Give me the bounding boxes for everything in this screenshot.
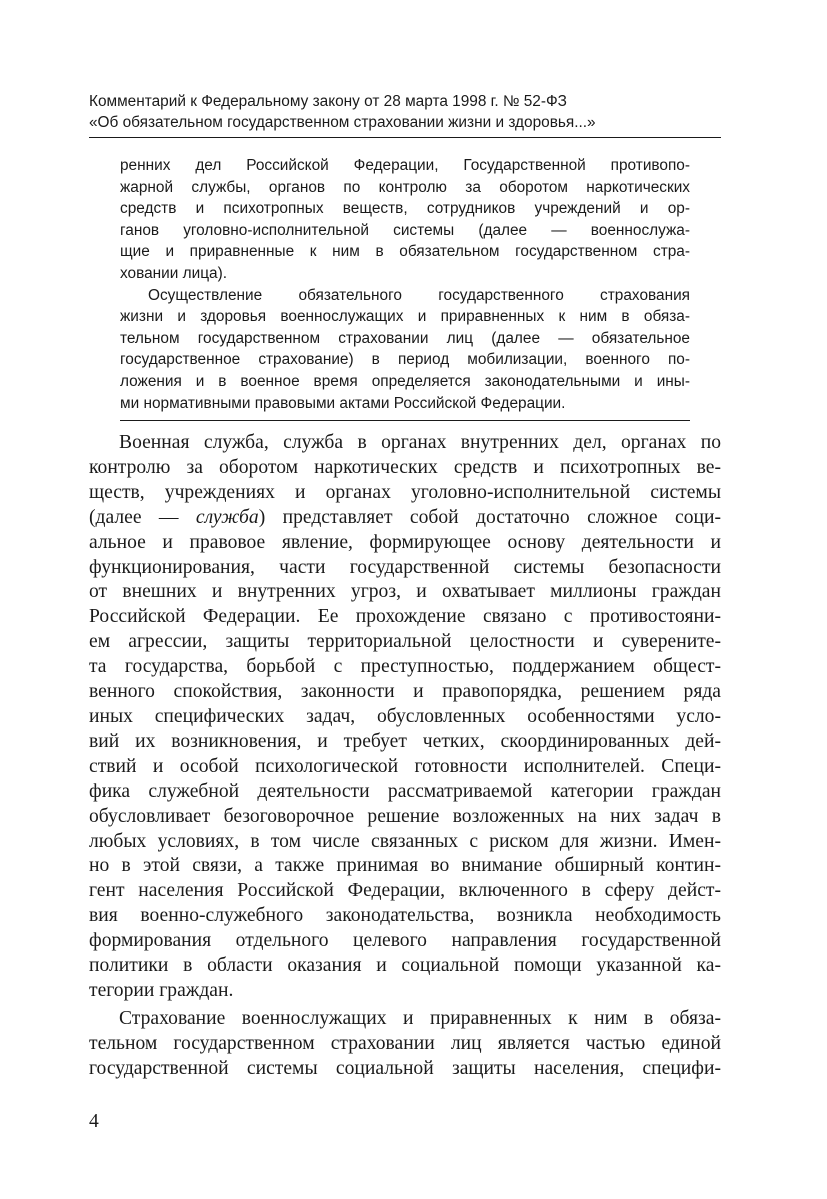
- text-line: тельном государственном страховании лиц является частью единой: [89, 1032, 721, 1054]
- text-line: тегории граждан.: [89, 979, 234, 1001]
- text-line: та государства, борьбой с преступностью, поддержанием общест-: [89, 656, 721, 678]
- text-line: ствий и особой психологической готовности исполнителей. Специ-: [89, 755, 721, 777]
- article-divider: [120, 420, 690, 421]
- text-line: тельном государственном страховании лиц (далее — обязательное: [120, 329, 690, 347]
- running-header: [89, 91, 721, 133]
- text-line: вия военно-служебного законодательства, возникла необходимость: [89, 905, 721, 927]
- text-line: политики в области оказания и социальной помощи указанной ка-: [89, 955, 721, 977]
- text-line: иных специфических задач, обусловленных особенностями усло-: [89, 705, 721, 727]
- running-header-line: «Об обязательном государственном страховании жизни и здоровья...»: [89, 114, 596, 131]
- text-line: венного спокойствия, законности и правопорядка, решением ряда: [89, 681, 721, 703]
- commentary-body: [89, 431, 721, 1082]
- text-fragment: ) представляет собой достаточно сложное соци-: [258, 506, 721, 528]
- text-line: ми нормативными правовыми актами Российской Федерации.: [120, 394, 566, 412]
- text-line: жизни и здоровья военнослужащих и приравненных к ним в обяза-: [120, 308, 690, 326]
- text-line: ложения и в военное время определяется законодательными и ины-: [120, 372, 690, 390]
- text-fragment: (далее —: [89, 506, 196, 528]
- page-number: 4: [89, 1111, 99, 1132]
- text-line: Военная служба, служба в органах внутренних дел, органах по: [119, 432, 721, 453]
- text-line: от внешних и внутренних угроз, и охватывает миллионы граждан: [89, 581, 721, 603]
- header-divider: [89, 137, 721, 138]
- text-line: государственное страхование) в период мобилизации, военного по-: [120, 351, 690, 369]
- text-line: ем агрессии, защиты территориальной целостности и суверените-: [89, 631, 721, 653]
- law-article-excerpt: [120, 155, 690, 414]
- text-line: любых условиях, в том числе связанных с риском для жизни. Имен-: [89, 830, 721, 852]
- text-line: ховании лица).: [120, 264, 227, 282]
- text-line: функционирования, части государственной системы безопасности: [89, 556, 721, 578]
- text-line: ществ, учреждениях и органах уголовно-исполнительной системы: [89, 481, 721, 503]
- text-line: Российской Федерации. Ее прохождение связано с противостояни-: [89, 606, 721, 628]
- text-line: гент населения Российской Федерации, включенного в сферу дейст-: [89, 880, 721, 902]
- text-line: но в этой связи, а также принимая во внимание обширный контин-: [89, 855, 721, 877]
- text-line: государственной системы социальной защиты населения, специфи-: [89, 1057, 721, 1079]
- text-line: средств и психотропных веществ, сотрудников учреждений и ор-: [120, 200, 690, 218]
- text-line: вий их возникновения, и требует четких, скоординированных дей-: [89, 730, 721, 752]
- text-line: обусловливает безоговорочное решение возложенных на них задач в: [89, 805, 721, 827]
- text-line: щие и приравненные к ним в обязательном государственном стра-: [120, 243, 690, 261]
- text-line: ганов уголовно-исполнительной системы (далее — военнослужа-: [120, 221, 690, 239]
- text-line: [89, 506, 721, 531]
- text-line: фика служебной деятельности рассматриваемой категории граждан: [89, 780, 721, 802]
- text-line: альное и правовое явление, формирующее основу деятельности и: [89, 531, 721, 553]
- text-line: жарной службы, органов по контролю за оборотом наркотических: [120, 178, 690, 196]
- text-line: формирования отдельного целевого направления государственной: [89, 930, 721, 952]
- text-line: контролю за оборотом наркотических средств и психотропных ве-: [89, 456, 721, 478]
- text-line: Страхование военнослужащих и приравненных к ним в обяза-: [119, 1007, 721, 1029]
- running-header-line: Комментарий к Федеральному закону от 28 марта 1998 г. № 52-ФЗ: [89, 93, 567, 110]
- emphasized-term: служба: [195, 506, 259, 528]
- text-line: ренних дел Российской Федерации, Государственной противопо-: [120, 157, 690, 174]
- text-line: Осуществление обязательного государственного страхования: [148, 286, 690, 304]
